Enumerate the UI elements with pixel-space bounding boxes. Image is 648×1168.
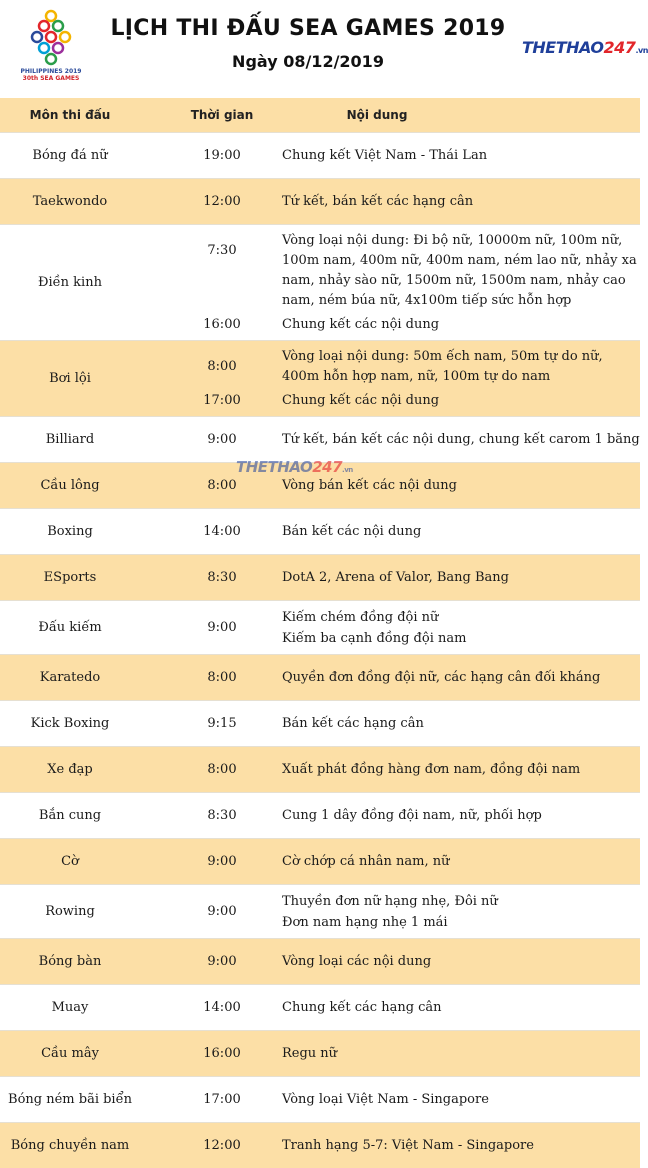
event-content (282, 668, 636, 688)
table-row (0, 1076, 640, 1122)
event-time: 17:00 (203, 393, 241, 408)
event-content (282, 714, 636, 734)
event-time: 8:00 (207, 670, 237, 685)
sea-games-rings-icon (14, 8, 88, 68)
sport-name: Bơi lội (49, 370, 91, 386)
event-content-line: Chung kết Việt Nam - Thái Lan (282, 148, 488, 163)
event-content-line: Vòng loại nội dung: 50m ếch nam, 50m tự do nữ, (282, 349, 603, 364)
event-content-line: Đơn nam hạng nhẹ 1 mái (282, 915, 448, 930)
event-time: 8:00 (207, 762, 237, 777)
event-content (282, 192, 636, 212)
table-row (0, 1122, 640, 1168)
event-time: 9:15 (207, 716, 237, 731)
sport-name: Cờ (61, 853, 79, 869)
event-content (282, 998, 636, 1018)
sport-name: Bắn cung (38, 807, 102, 823)
event-content-line: Cờ chớp cá nhân nam, nữ (282, 854, 450, 869)
table-row (0, 600, 640, 654)
event-content (282, 430, 640, 450)
event-time: 8:30 (207, 808, 237, 823)
event-content (282, 1044, 636, 1064)
event-content-line: Chung kết các hạng cân (282, 1000, 442, 1015)
event-content (282, 347, 636, 387)
event-time: 12:00 (203, 194, 241, 209)
sport-name: Muay (51, 999, 89, 1015)
event-time: 14:00 (203, 524, 241, 539)
column-header-time: Thời gian (190, 108, 254, 122)
brand-blue: THETHAO (522, 38, 604, 57)
table-row (0, 416, 640, 462)
event-time: 14:00 (203, 1000, 241, 1015)
table-row (0, 938, 640, 984)
schedule-table (0, 98, 640, 1168)
table-row (0, 340, 640, 416)
event-time: 9:00 (207, 432, 237, 447)
sport-name: Xe đạp (47, 761, 93, 777)
event-content (282, 146, 636, 166)
event-content-line: Regu nữ (282, 1046, 338, 1061)
logo-caption (14, 68, 88, 82)
event-content-line: Cung 1 dây đồng đội nam, nữ, phối hợp (282, 808, 542, 823)
event-content-line: Vòng loại Việt Nam - Singapore (282, 1092, 489, 1107)
table-row (0, 746, 640, 792)
event-content (282, 522, 636, 542)
event-content (282, 391, 636, 411)
brand-suffix: .vn (635, 46, 648, 55)
event-content-line: Vòng loại nội dung: Đi bộ nữ, 10000m nữ, 100m nữ, (282, 233, 623, 248)
event-content-line: Vòng bán kết các nội dung (282, 478, 457, 493)
page-date: Ngày 08/12/2019 (232, 52, 384, 71)
event-content-line: Chung kết các nội dung (282, 317, 440, 332)
table-row (0, 654, 640, 700)
sport-name: Rowing (45, 903, 95, 919)
sport-name: Bóng bàn (38, 953, 102, 969)
table-row (0, 984, 640, 1030)
page-header (0, 0, 648, 98)
event-time: 9:00 (207, 854, 237, 869)
event-content-line: Tranh hạng 5-7: Việt Nam - Singapore (282, 1138, 534, 1153)
event-content-line: Chung kết các nội dung (282, 393, 440, 408)
event-time: 9:00 (207, 904, 237, 919)
watermark-red: 247 (312, 458, 343, 476)
event-time: 16:00 (203, 317, 241, 332)
event-content-line: Bán kết các nội dung (282, 524, 422, 539)
event-content-line: Thuyền đơn nữ hạng nhẹ, Đôi nữ (282, 894, 498, 909)
logo-line-2: 30th SEA GAMES (22, 75, 80, 82)
event-time: 8:00 (207, 359, 237, 374)
column-header-sport: Môn thi đấu (29, 108, 111, 122)
sport-name: Kick Boxing (30, 715, 110, 731)
page-title: LỊCH THI ĐẤU SEA GAMES 2019 (110, 16, 506, 41)
event-content-line: Kiếm chém đồng đội nữ (282, 610, 439, 625)
watermark (236, 458, 353, 476)
table-row (0, 178, 640, 224)
event-time: 12:00 (203, 1138, 241, 1153)
event-time: 16:00 (203, 1046, 241, 1061)
event-content-line: 100m nam, 400m nữ, 400m nam, ném lao nữ, nhảy xa (282, 253, 637, 268)
event-time: 8:30 (207, 570, 237, 585)
event-time: 8:00 (207, 478, 237, 493)
event-content (282, 806, 636, 826)
table-row (0, 838, 640, 884)
event-content-line: Kiếm ba cạnh đồng đội nam (282, 631, 467, 646)
sport-name: Điền kinh (38, 274, 102, 290)
event-content (282, 1136, 636, 1156)
event-content-line: Quyền đơn đồng đội nữ, các hạng cân đối kháng (282, 670, 601, 685)
table-row (0, 1030, 640, 1076)
event-content-line: 400m hỗn hợp nam, nữ, 100m tự do nam (282, 369, 551, 384)
event-content (282, 891, 636, 933)
logo-line-1: PHILIPPINES 2019 (20, 68, 82, 75)
sport-name: Boxing (47, 523, 93, 539)
event-content (282, 607, 636, 649)
sport-name: Bóng đá nữ (32, 147, 108, 163)
table-row (0, 132, 640, 178)
event-content-line: Bán kết các hạng cân (282, 716, 424, 731)
event-content (282, 852, 636, 872)
sport-name: Cầu lông (40, 477, 100, 493)
sport-name: Karatedo (39, 669, 101, 685)
event-content (282, 231, 636, 311)
event-time: 9:00 (207, 954, 237, 969)
sport-name: Bóng ném bãi biển (8, 1091, 132, 1107)
brand-red: 247 (603, 38, 636, 57)
event-content (282, 1090, 636, 1110)
event-content (282, 952, 636, 972)
watermark-blue: THETHAO (236, 458, 313, 476)
table-row (0, 792, 640, 838)
sea-games-logo (14, 8, 88, 92)
table-row (0, 224, 640, 340)
event-content-line: Vòng loại các nội dung (282, 954, 432, 969)
brand-logo (522, 38, 648, 57)
event-content-line: Xuất phát đồng hàng đơn nam, đồng đội nam (282, 762, 581, 777)
sport-name: Đấu kiếm (38, 619, 102, 635)
sport-name: Cầu mây (41, 1045, 99, 1061)
event-time: 9:00 (207, 620, 237, 635)
sport-name: Taekwondo (32, 193, 108, 209)
event-content-line: Tứ kết, bán kết các nội dung, chung kết carom 1 băng (282, 432, 640, 447)
event-content-line: nam, nhảy sào nữ, 1500m nữ, 1500m nam, nhảy cao (282, 273, 626, 288)
event-content (282, 760, 636, 780)
sport-name: Bóng chuyền nam (10, 1137, 130, 1153)
table-row (0, 508, 640, 554)
event-time: 17:00 (203, 1092, 241, 1107)
event-time: 19:00 (203, 148, 241, 163)
event-content-line: Tứ kết, bán kết các hạng cân (282, 194, 474, 209)
table-row (0, 554, 640, 600)
table-header (0, 98, 640, 132)
table-row (0, 700, 640, 746)
column-header-content: Nội dung (346, 108, 408, 122)
event-content (282, 315, 636, 335)
table-row (0, 884, 640, 938)
sport-name: Billiard (45, 431, 95, 447)
event-content-line: nam, ném búa nữ, 4x100m tiếp sức hỗn hợp (282, 293, 572, 308)
event-content (282, 568, 636, 588)
event-content (282, 476, 636, 496)
sport-name: ESports (43, 569, 97, 585)
event-content-line: DotA 2, Arena of Valor, Bang Bang (282, 570, 509, 585)
event-time: 7:30 (207, 243, 237, 258)
watermark-suffix: .vn (342, 466, 353, 474)
